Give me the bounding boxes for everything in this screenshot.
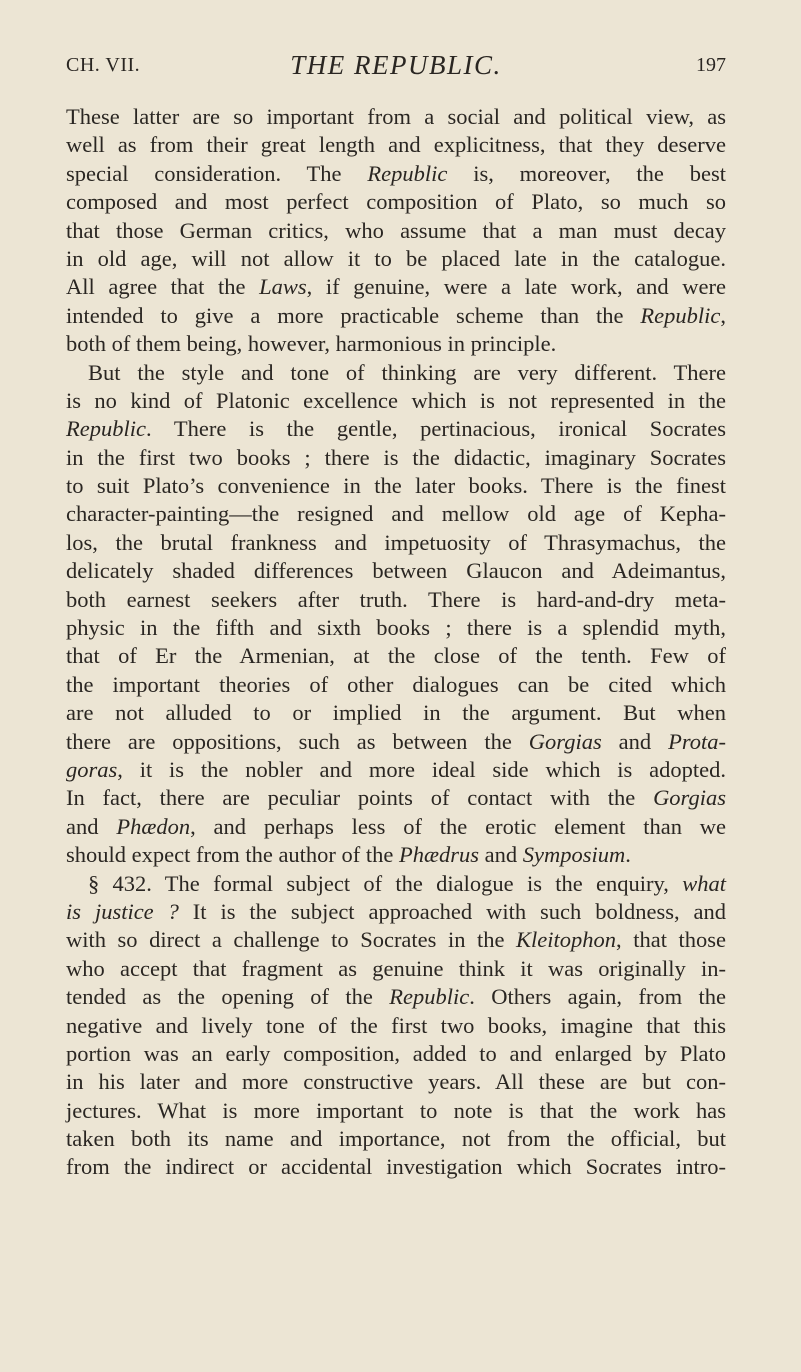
- running-title: THE REPUBLIC.: [290, 50, 502, 80]
- text-line: [66, 784, 726, 812]
- text-line: [66, 160, 726, 188]
- text-run: the important theories of other dialogues can be cited which: [66, 671, 726, 697]
- text-line: [66, 444, 726, 472]
- italic-title: Phædon: [116, 813, 191, 839]
- text-line: [66, 415, 726, 443]
- text-run: that those German critics, who assume that a man must decay: [66, 217, 726, 243]
- text-line: [66, 1153, 726, 1181]
- text-run: taken both its name and importance, not from the official, but: [66, 1126, 726, 1152]
- italic-title: goras: [66, 756, 118, 782]
- italic-title: Republic: [640, 302, 721, 328]
- text-line: [66, 359, 726, 387]
- text-run: in the first two books ; there is the didactic, imaginary Socrates: [66, 444, 726, 470]
- text-line: [66, 1012, 726, 1040]
- italic-title: Kleitophon: [516, 927, 617, 953]
- text-run: in his later and more constructive years. All these are but con-: [66, 1069, 726, 1095]
- text-run: It is the subject approached with such boldness, and: [178, 898, 726, 924]
- text-run: physic in the fifth and sixth books ; there is a splendid myth,: [66, 615, 726, 641]
- text-line: [66, 699, 726, 727]
- page-number: 197: [696, 54, 726, 76]
- text-run: negative and lively tone of the first two books, imagine that this: [66, 1012, 726, 1038]
- text-line: [66, 472, 726, 500]
- text-run: should expect from the author of the: [66, 842, 400, 868]
- text-run: .: [625, 842, 631, 868]
- text-run: § 432. The formal subject of the dialogue is the enquiry,: [88, 870, 683, 896]
- text-run: , and perhaps less of the erotic element than we: [190, 813, 727, 839]
- text-line: [66, 217, 726, 245]
- text-run: there are oppositions, such as between the: [66, 728, 529, 754]
- text-run: , that those: [616, 927, 726, 953]
- text-run: in old age, will not allow it to be placed late in the catalogue.: [66, 245, 726, 271]
- text-run: , if genuine, were a late work, and were: [306, 274, 726, 300]
- text-run: portion was an early composition, added to and enlarged by Plato: [66, 1040, 726, 1066]
- text-run: tended as the opening of the: [66, 984, 390, 1010]
- text-run: composed and most perfect composition of Plato, so much so: [66, 189, 726, 215]
- text-run: and: [66, 813, 117, 839]
- text-run: well as from their great length and explicitness, that they deserve: [66, 132, 726, 158]
- text-line: [66, 898, 726, 926]
- text-run: intended to give a more practicable scheme than the: [66, 302, 641, 328]
- text-line: [66, 500, 726, 528]
- text-line: [66, 586, 726, 614]
- text-line: [66, 188, 726, 216]
- running-header: [66, 50, 726, 90]
- text-run: special consideration. The: [66, 160, 368, 186]
- italic-title: Republic: [367, 160, 448, 186]
- text-run: to suit Plato’s convenience in the later books. There is the finest: [66, 473, 726, 499]
- text-run: is no kind of Platonic excellence which is not represented in the: [66, 387, 726, 413]
- text-line: [66, 131, 726, 159]
- text-run: jectures. What is more important to note is that the work has: [66, 1097, 726, 1123]
- text-run: both earnest seekers after truth. There is hard-and-dry meta-: [66, 586, 726, 612]
- text-line: [66, 983, 726, 1011]
- text-run: . There is the gentle, pertinacious, ironical Socrates: [145, 416, 726, 442]
- italic-title: Laws: [259, 274, 307, 300]
- text-run: are not alluded to or implied in the argument. But when: [66, 700, 726, 726]
- italic-title: Republic: [66, 416, 146, 442]
- text-line: [66, 1040, 726, 1068]
- text-run: that of Er the Armenian, at the close of the tenth. Few of: [66, 643, 726, 669]
- italic-title: is justice ?: [66, 898, 179, 924]
- body-text: [66, 103, 726, 1182]
- text-line: [66, 557, 726, 585]
- text-line: [66, 813, 726, 841]
- text-run: who accept that fragment as genuine think it was originally in-: [66, 955, 726, 981]
- text-line: [66, 103, 726, 131]
- italic-title: Republic: [389, 984, 470, 1010]
- text-run: . Others again, from the: [469, 984, 726, 1010]
- italic-title: Symposium: [522, 842, 626, 868]
- italic-title: what: [682, 870, 726, 896]
- text-run: and: [479, 842, 523, 868]
- text-run: los, the brutal frankness and impetuosity of Thrasymachus, the: [66, 529, 726, 555]
- text-line: [66, 529, 726, 557]
- text-run: ,: [720, 302, 726, 328]
- text-run: character-painting—the resigned and mellow old age of Kepha-: [66, 501, 726, 527]
- text-line: [66, 1068, 726, 1096]
- text-line: [66, 245, 726, 273]
- text-run: both of them being, however, harmonious in principle.: [66, 331, 557, 357]
- text-run: But the style and tone of thinking are very different. There: [88, 359, 726, 385]
- italic-title: Gorgias: [528, 728, 602, 754]
- text-run: These latter are so important from a social and political view, as: [66, 104, 726, 129]
- text-line: [66, 273, 726, 301]
- italic-title: Prota-: [668, 728, 726, 754]
- text-run: , it is the nobler and more ideal side which is adopted.: [117, 756, 726, 782]
- text-line: [66, 642, 726, 670]
- text-run: from the indirect or accidental investigation which Socrates intro-: [66, 1154, 726, 1180]
- text-run: All agree that the: [66, 274, 260, 300]
- text-run: is, moreover, the best: [447, 160, 726, 186]
- text-run: with so direct a challenge to Socrates in the: [66, 927, 517, 953]
- text-line: [66, 614, 726, 642]
- text-line: [66, 1125, 726, 1153]
- italic-title: Gorgias: [653, 785, 726, 811]
- text-line: [66, 302, 726, 330]
- text-run: In fact, there are peculiar points of contact with the: [66, 785, 654, 811]
- text-run: delicately shaded differences between Glaucon and Adeimantus,: [66, 558, 726, 584]
- text-line: [66, 728, 726, 756]
- text-line: [66, 756, 726, 784]
- text-line: [66, 330, 726, 358]
- chapter-label: CH. VII.: [66, 54, 141, 76]
- italic-title: Phædrus: [399, 842, 480, 868]
- text-line: [66, 870, 726, 898]
- text-line: [66, 671, 726, 699]
- text-line: [66, 955, 726, 983]
- text-run: and: [601, 728, 669, 754]
- text-line: [66, 1097, 726, 1125]
- text-line: [66, 926, 726, 954]
- text-line: [66, 387, 726, 415]
- text-line: [66, 841, 726, 869]
